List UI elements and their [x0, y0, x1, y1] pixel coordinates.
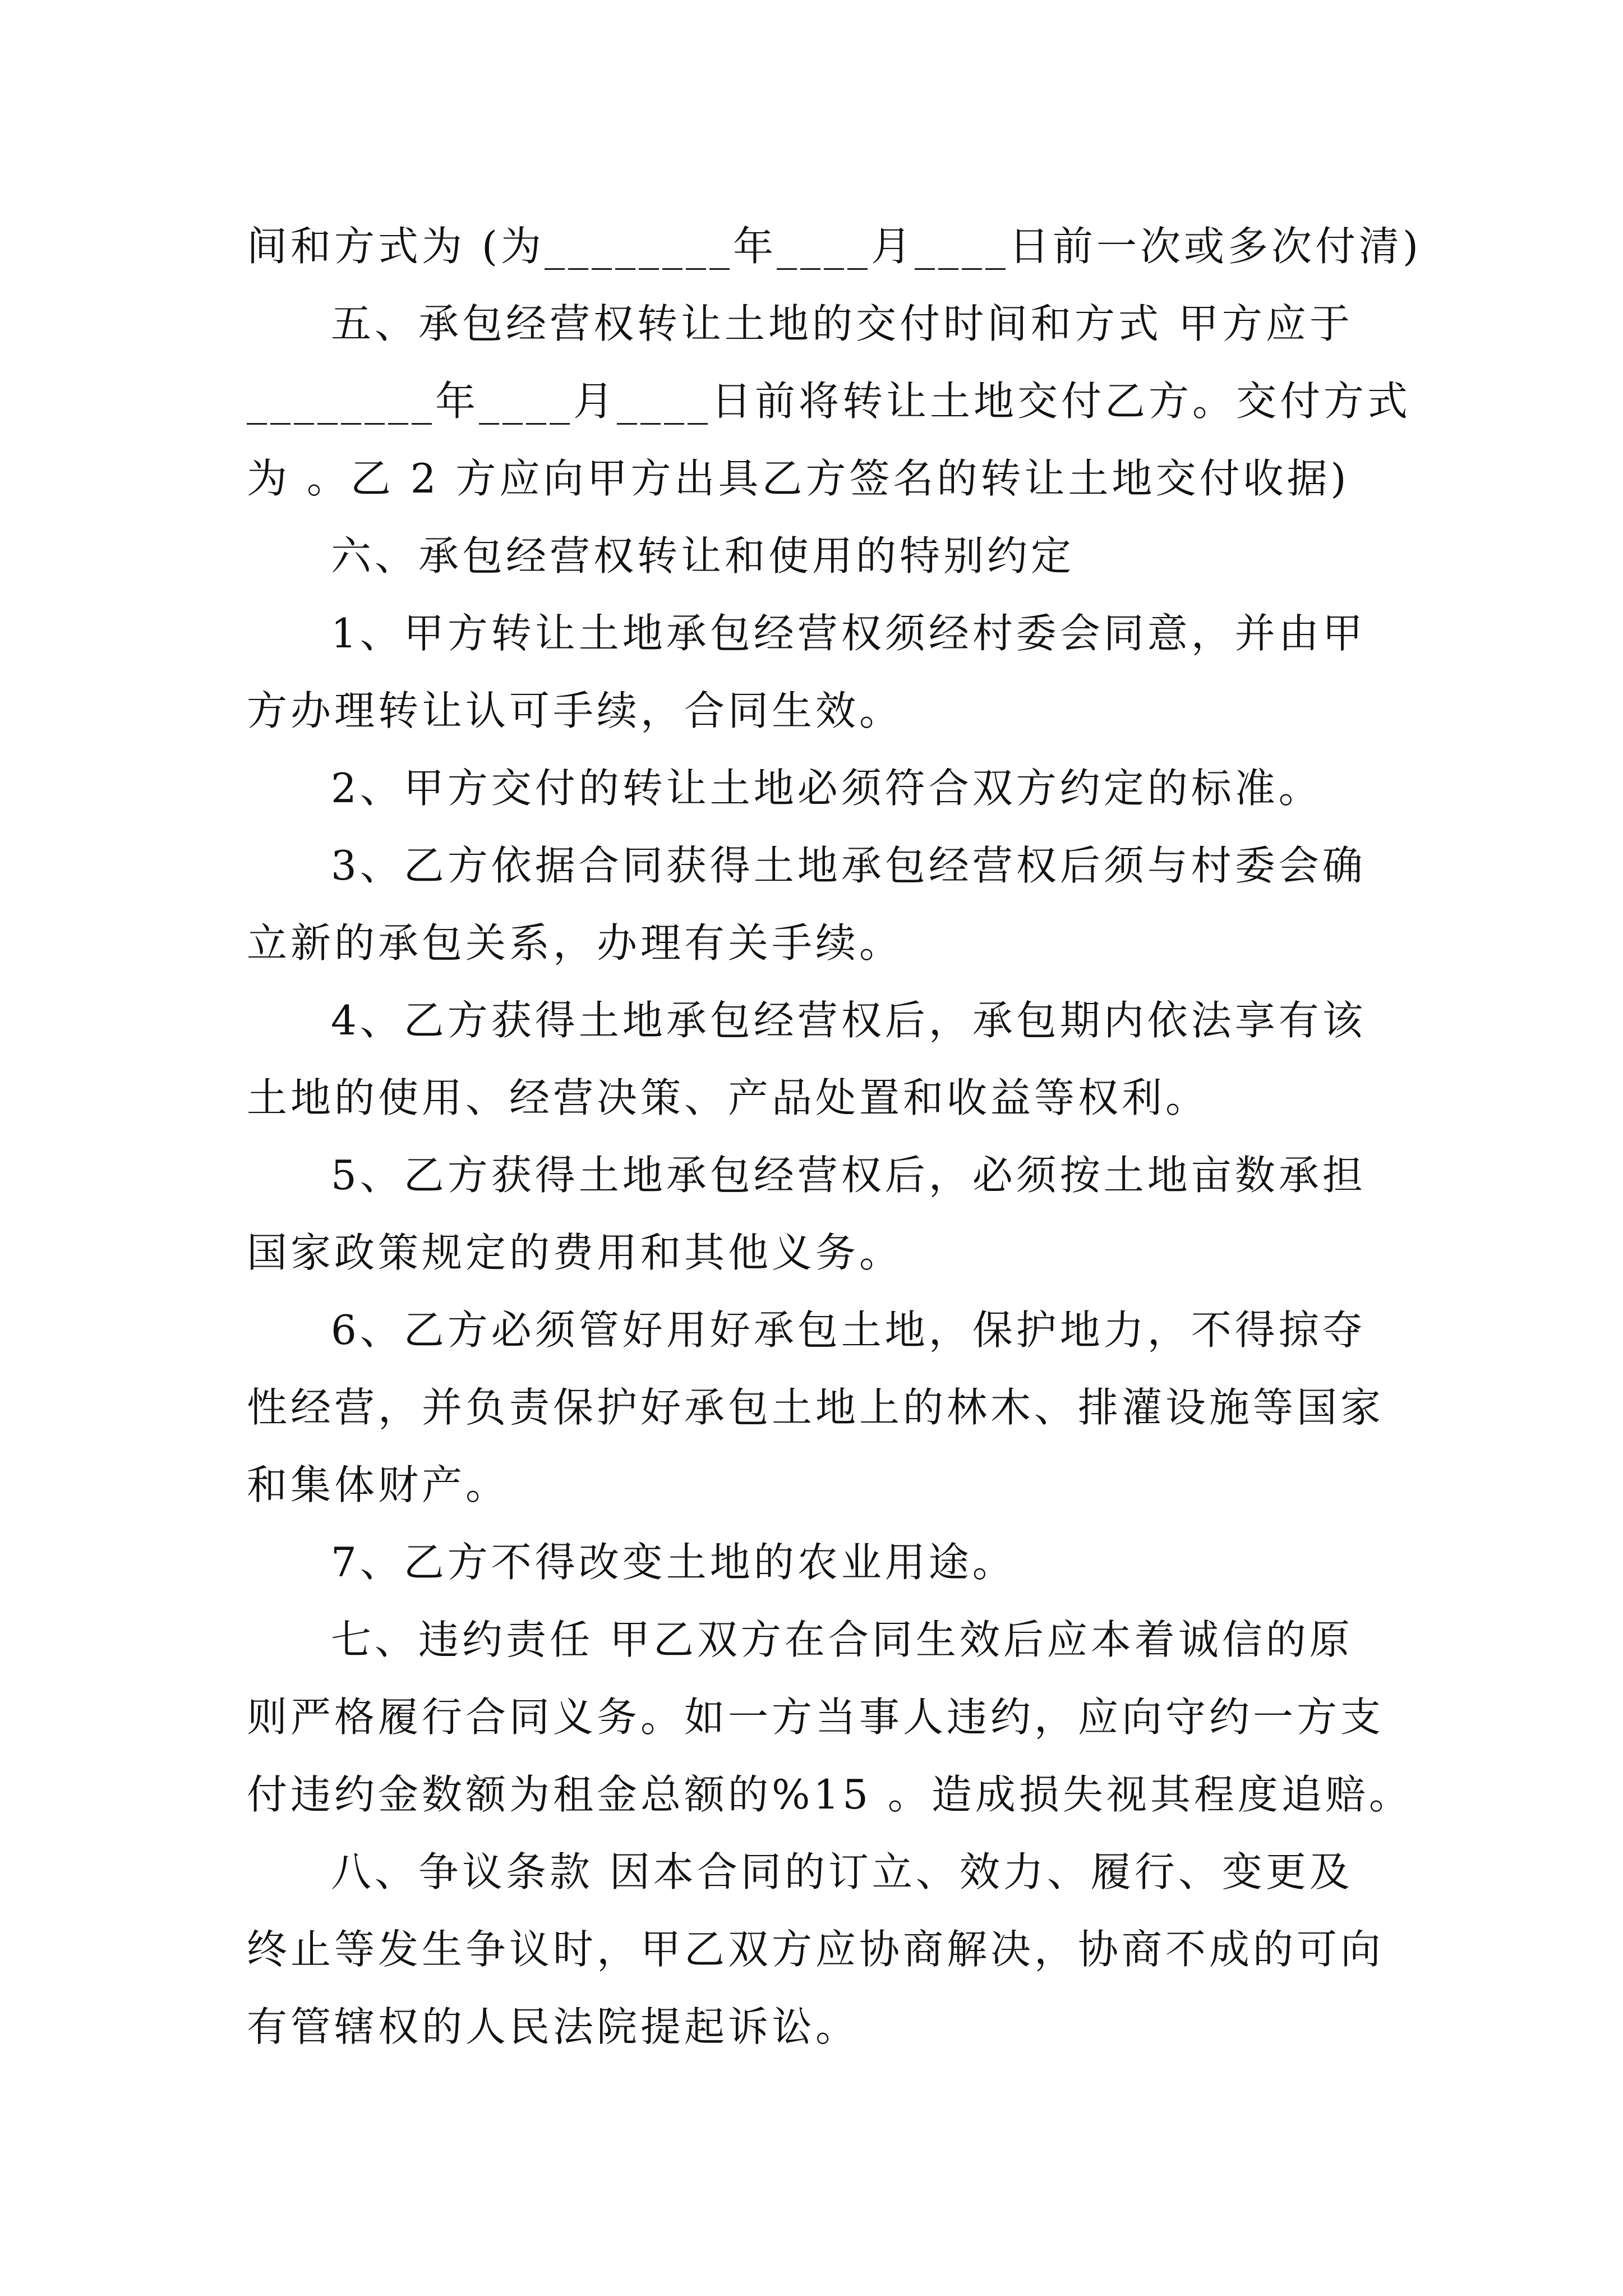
text-line: 则严格履行合同义务。如一方当事人违约，应向守约一方支 [247, 1694, 1385, 1741]
text-line: 5、乙方获得土地承包经营权后，必须按土地亩数承担 [331, 1152, 1366, 1199]
clause-7 [247, 1524, 1391, 1601]
text-line: 为 。乙 2 方应向甲方出具乙方签名的转让土地交付收据) [247, 455, 1350, 502]
section-heading-5: 五、承包经营权转让土地的交付时间和方式 甲方应于 [331, 300, 1353, 347]
clause-4 [247, 982, 1391, 1137]
section-heading-8: 八、争议条款 因本合同的订立、效力、履行、变更及 [331, 1848, 1353, 1895]
paragraph-section-8 [247, 1833, 1391, 2065]
clause-3 [247, 827, 1391, 982]
paragraph-section-6 [247, 517, 1391, 595]
clause-2 [247, 749, 1391, 827]
section-heading-7: 七、违约责任 甲乙双方在合同生效后应本着诚信的原 [331, 1616, 1353, 1663]
text-line: 7、乙方不得改变土地的农业用途。 [331, 1539, 1016, 1586]
section-heading-6: 六、承包经营权转让和使用的特别约定 [331, 532, 1075, 579]
paragraph-section-5 [247, 285, 1412, 517]
text-line: 付违约金数额为租金总额的%15 。造成损失视其程度追赔。 [247, 1771, 1413, 1818]
text-line: 国家政策规定的费用和其他义务。 [247, 1229, 903, 1276]
text-line: 3、乙方依据合同获得土地承包经营权后须与村委会确 [331, 842, 1366, 889]
text-line: 性经营，并负责保护好承包土地上的林木、排灌设施等国家 [247, 1384, 1385, 1431]
document-body [247, 208, 1422, 2065]
text-line: 方办理转让认可手续，合同生效。 [247, 687, 903, 734]
text-line: 和集体财产。 [247, 1461, 510, 1508]
text-line: 4、乙方获得土地承包经营权后，承包期内依法享有该 [331, 997, 1366, 1044]
text-line: 2、甲方交付的转让土地必须符合双方约定的标准。 [331, 765, 1322, 812]
paragraph-section-7 [247, 1601, 1413, 1833]
clause-5 [247, 1137, 1391, 1291]
text-line: ________年____月____日前将转让土地交付乙方。交付方式 [247, 378, 1412, 425]
text-line: 有管辖权的人民法院提起诉讼。 [247, 2003, 860, 2050]
text-line: 终止等发生争议时，甲乙双方应协商解决，协商不成的可向 [247, 1926, 1385, 1973]
paragraph-payment-method [247, 208, 1422, 285]
text-line: 1、甲方转让土地承包经营权须经村委会同意，并由甲 [331, 610, 1366, 657]
text-line: 6、乙方必须管好用好承包土地，保护地力，不得掠夺 [331, 1306, 1366, 1354]
text-line: 土地的使用、经营决策、产品处置和收益等权利。 [247, 1074, 1210, 1121]
clause-1 [247, 595, 1391, 749]
text-line: 立新的承包关系，办理有关手续。 [247, 919, 903, 967]
text-line: 间和方式为 (为________年____月____日前一次或多次付清) [247, 223, 1422, 270]
clause-6 [247, 1291, 1391, 1524]
